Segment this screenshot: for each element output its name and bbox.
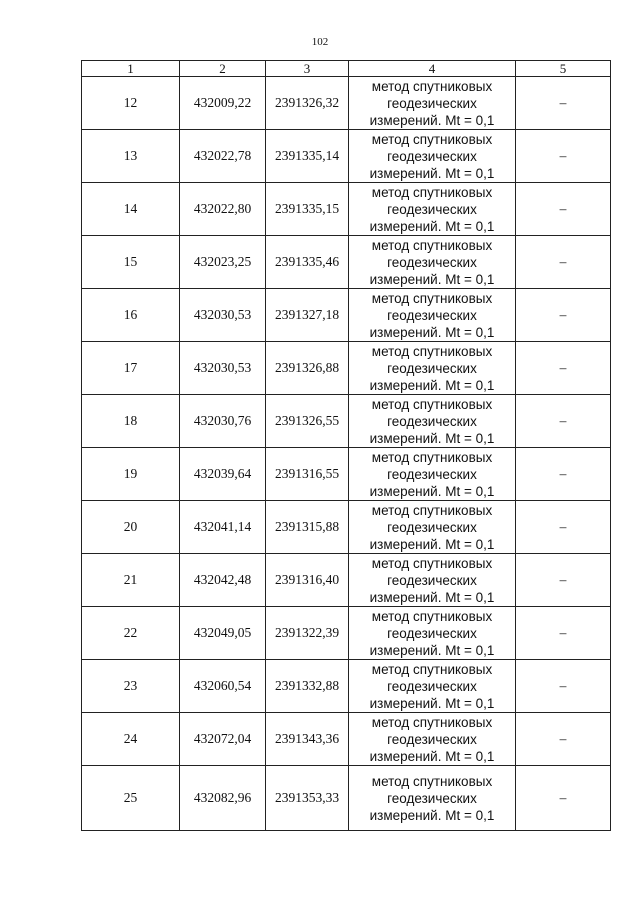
x-coordinate-cell: 432030,76 (180, 395, 266, 448)
method-line: метод спутниковых (371, 396, 493, 412)
method-line: измерений. Mt = 0,1 (369, 483, 495, 499)
x-coordinate-cell: 432082,96 (180, 766, 266, 831)
point-number-cell: 19 (82, 448, 180, 501)
x-coordinate-cell: 432042,48 (180, 554, 266, 607)
method-line: геодезических (387, 360, 477, 376)
point-number-cell: 13 (82, 130, 180, 183)
method-line: измерений. Mt = 0,1 (369, 112, 495, 128)
method-cell (349, 289, 516, 342)
method-line: измерений. Mt = 0,1 (369, 377, 495, 393)
point-number-cell: 17 (82, 342, 180, 395)
method-cell (349, 130, 516, 183)
method-line: геодезических (387, 731, 477, 747)
method-line: метод спутниковых (371, 555, 493, 571)
method-cell (349, 660, 516, 713)
y-coordinate-cell: 2391326,55 (266, 395, 349, 448)
table-row (82, 77, 611, 130)
note-cell: – (516, 395, 611, 448)
note-cell: – (516, 77, 611, 130)
point-number-cell: 24 (82, 713, 180, 766)
table-row (82, 713, 611, 766)
table-row (82, 501, 611, 554)
method-line: измерений. Mt = 0,1 (369, 430, 495, 446)
method-line: метод спутниковых (371, 714, 493, 730)
table-row (82, 395, 611, 448)
method-line: измерений. Mt = 0,1 (369, 807, 495, 823)
point-number-cell: 20 (82, 501, 180, 554)
method-line: измерений. Mt = 0,1 (369, 642, 495, 658)
x-coordinate-cell: 432039,64 (180, 448, 266, 501)
method-line: геодезических (387, 413, 477, 429)
y-coordinate-cell: 2391335,46 (266, 236, 349, 289)
y-coordinate-cell: 2391327,18 (266, 289, 349, 342)
x-coordinate-cell: 432022,78 (180, 130, 266, 183)
note-cell: – (516, 448, 611, 501)
header-col-1: 1 (82, 61, 180, 77)
method-line: геодезических (387, 572, 477, 588)
method-cell (349, 713, 516, 766)
method-cell (349, 77, 516, 130)
y-coordinate-cell: 2391332,88 (266, 660, 349, 713)
point-number-cell: 22 (82, 607, 180, 660)
method-line: измерений. Mt = 0,1 (369, 589, 495, 605)
method-line: геодезических (387, 201, 477, 217)
y-coordinate-cell: 2391326,32 (266, 77, 349, 130)
note-cell: – (516, 554, 611, 607)
x-coordinate-cell: 432041,14 (180, 501, 266, 554)
note-cell: – (516, 342, 611, 395)
header-col-4: 4 (349, 61, 516, 77)
method-cell (349, 607, 516, 660)
y-coordinate-cell: 2391315,88 (266, 501, 349, 554)
method-line: геодезических (387, 148, 477, 164)
table-row (82, 660, 611, 713)
table-row (82, 607, 611, 660)
method-cell (349, 501, 516, 554)
point-number-cell: 16 (82, 289, 180, 342)
note-cell: – (516, 713, 611, 766)
table-row (82, 289, 611, 342)
x-coordinate-cell: 432009,22 (180, 77, 266, 130)
header-col-5: 5 (516, 61, 611, 77)
method-line: измерений. Mt = 0,1 (369, 695, 495, 711)
method-cell (349, 448, 516, 501)
x-coordinate-cell: 432072,04 (180, 713, 266, 766)
method-line: измерений. Mt = 0,1 (369, 165, 495, 181)
table-header (82, 61, 611, 77)
method-line: измерений. Mt = 0,1 (369, 324, 495, 340)
y-coordinate-cell: 2391322,39 (266, 607, 349, 660)
y-coordinate-cell: 2391335,14 (266, 130, 349, 183)
coordinates-table (81, 60, 611, 831)
x-coordinate-cell: 432030,53 (180, 342, 266, 395)
x-coordinate-cell: 432022,80 (180, 183, 266, 236)
method-line: геодезических (387, 466, 477, 482)
x-coordinate-cell: 432060,54 (180, 660, 266, 713)
note-cell: – (516, 766, 611, 831)
note-cell: – (516, 607, 611, 660)
note-cell: – (516, 236, 611, 289)
y-coordinate-cell: 2391335,15 (266, 183, 349, 236)
y-coordinate-cell: 2391343,36 (266, 713, 349, 766)
point-number-cell: 14 (82, 183, 180, 236)
x-coordinate-cell: 432030,53 (180, 289, 266, 342)
note-cell: – (516, 501, 611, 554)
method-cell (349, 236, 516, 289)
table-row (82, 183, 611, 236)
method-line: метод спутниковых (371, 290, 493, 306)
method-line: измерений. Mt = 0,1 (369, 536, 495, 552)
method-line: метод спутниковых (371, 661, 493, 677)
method-cell (349, 554, 516, 607)
table-row (82, 342, 611, 395)
note-cell: – (516, 660, 611, 713)
method-line: метод спутниковых (371, 131, 493, 147)
x-coordinate-cell: 432023,25 (180, 236, 266, 289)
method-line: геодезических (387, 790, 477, 806)
y-coordinate-cell: 2391353,33 (266, 766, 349, 831)
header-row (82, 61, 611, 77)
y-coordinate-cell: 2391316,55 (266, 448, 349, 501)
method-cell (349, 766, 516, 831)
method-line: метод спутниковых (371, 184, 493, 200)
y-coordinate-cell: 2391316,40 (266, 554, 349, 607)
table-row (82, 554, 611, 607)
method-line: измерений. Mt = 0,1 (369, 271, 495, 287)
header-col-2: 2 (180, 61, 266, 77)
table-row (82, 448, 611, 501)
note-cell: – (516, 183, 611, 236)
point-number-cell: 23 (82, 660, 180, 713)
method-line: метод спутниковых (371, 78, 493, 94)
method-line: геодезических (387, 95, 477, 111)
table-row (82, 236, 611, 289)
method-cell (349, 342, 516, 395)
method-line: метод спутниковых (371, 773, 493, 789)
table-row (82, 130, 611, 183)
note-cell: – (516, 289, 611, 342)
method-line: метод спутниковых (371, 449, 493, 465)
method-line: геодезических (387, 678, 477, 694)
method-line: геодезических (387, 625, 477, 641)
method-line: метод спутниковых (371, 608, 493, 624)
method-line: метод спутниковых (371, 343, 493, 359)
point-number-cell: 15 (82, 236, 180, 289)
page-number: 102 (311, 36, 329, 48)
method-cell (349, 183, 516, 236)
point-number-cell: 18 (82, 395, 180, 448)
header-col-3: 3 (266, 61, 349, 77)
table-body (82, 77, 611, 831)
y-coordinate-cell: 2391326,88 (266, 342, 349, 395)
point-number-cell: 12 (82, 77, 180, 130)
method-line: метод спутниковых (371, 237, 493, 253)
method-line: измерений. Mt = 0,1 (369, 218, 495, 234)
method-line: метод спутниковых (371, 502, 493, 518)
note-cell: – (516, 130, 611, 183)
method-line: геодезических (387, 254, 477, 270)
method-line: геодезических (387, 519, 477, 535)
method-cell (349, 395, 516, 448)
method-line: измерений. Mt = 0,1 (369, 748, 495, 764)
method-line: геодезических (387, 307, 477, 323)
point-number-cell: 21 (82, 554, 180, 607)
point-number-cell: 25 (82, 766, 180, 831)
table-row (82, 766, 611, 831)
x-coordinate-cell: 432049,05 (180, 607, 266, 660)
